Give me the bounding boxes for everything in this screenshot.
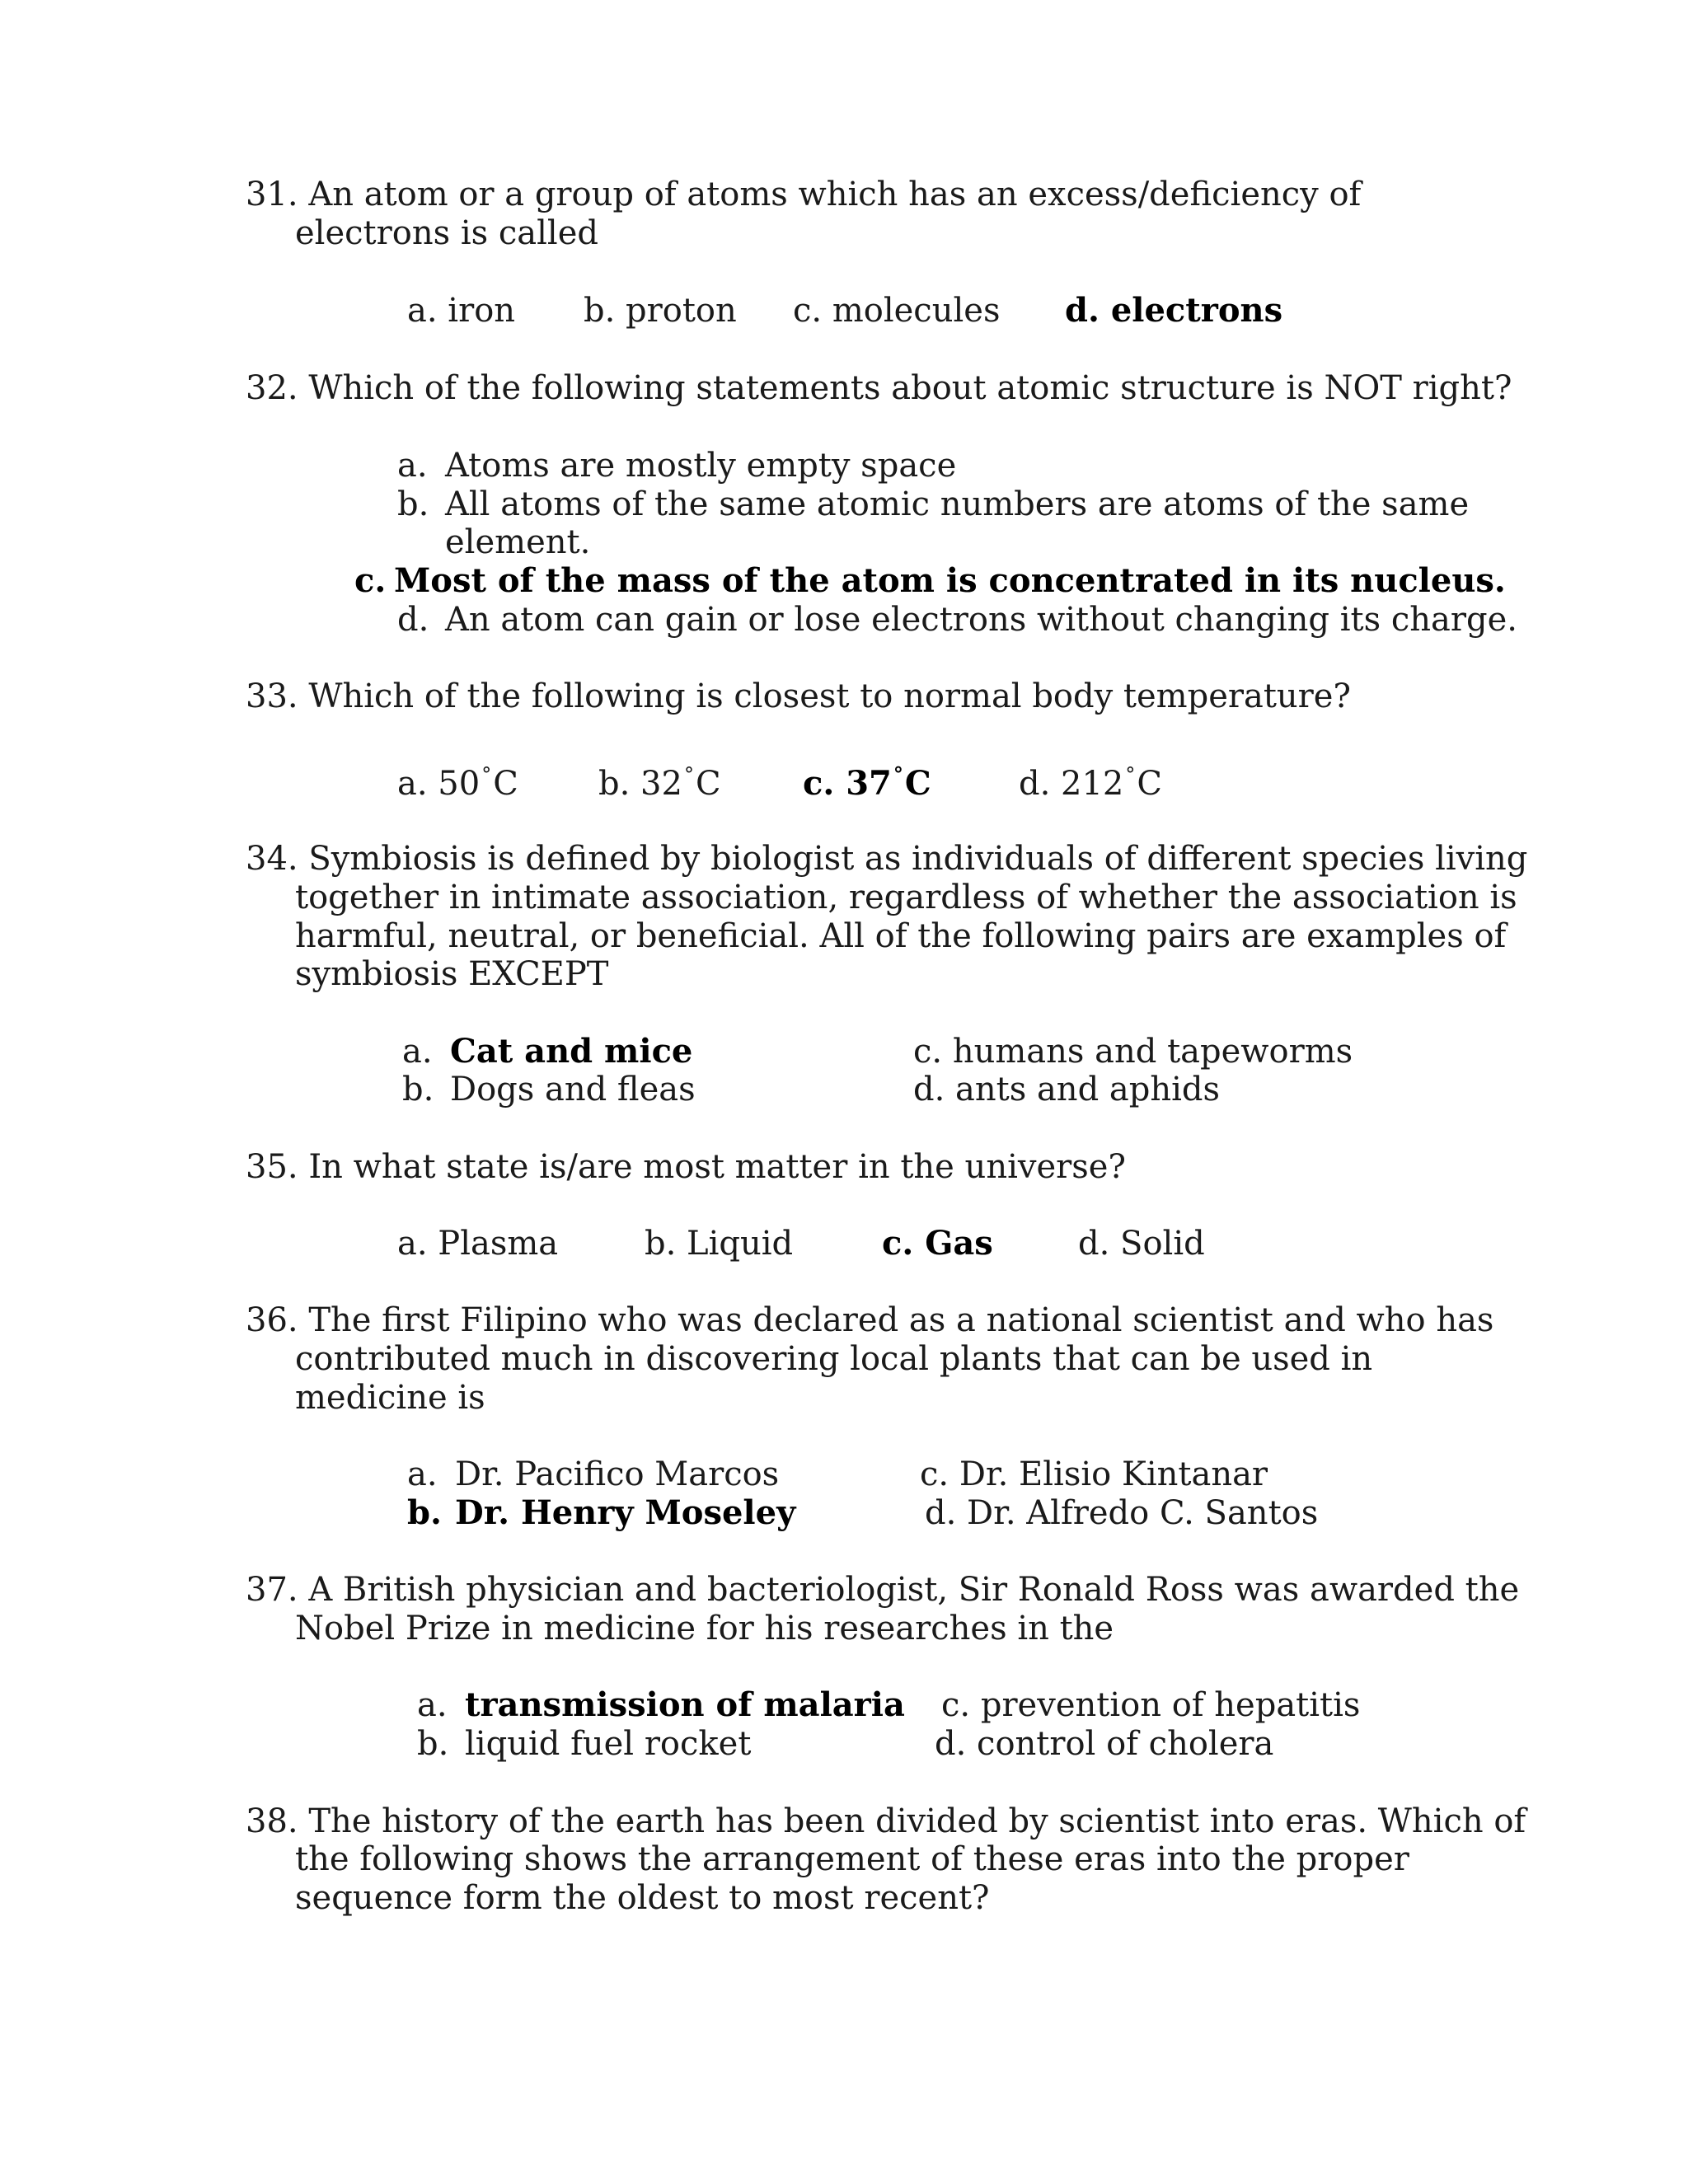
question-31-choice-c: c. molecules <box>793 292 1001 330</box>
question-37-stem-line-1: 37. A British physician and bacteriologist, Sir Ronald Ross was awarded the <box>246 1571 1520 1609</box>
degree-symbol: ° <box>683 763 694 786</box>
question-32-choice-c-answer: Most of the mass of the atom is concentrated in its nucleus. <box>394 561 1506 600</box>
question-37-choice-b-letter: b. <box>417 1725 449 1763</box>
question-36-stem-line-3: medicine is <box>295 1379 485 1417</box>
question-34-choice-d: d. ants and aphids <box>913 1071 1221 1108</box>
question-37-stem-line-2: Nobel Prize in medicine for his researches in the <box>295 1610 1114 1647</box>
degree-symbol: ° <box>481 763 492 786</box>
question-32-choice-b-text-line-1: All atoms of the same atomic numbers are atoms of the same <box>445 485 1470 523</box>
question-31-choice-a: a. iron <box>407 292 516 330</box>
question-36-choice-a-letter: a. <box>407 1455 438 1493</box>
question-32-choice-b-text-line-2: element. <box>445 523 591 561</box>
question-36-choice-b-answer: Dr. Henry Moseley <box>455 1493 796 1532</box>
question-34-choice-a-answer: Cat and mice <box>450 1032 693 1071</box>
question-35-choice-a: a. Plasma <box>397 1225 559 1263</box>
question-36-stem-line-1: 36. The first Filipino who was declared as a national scientist and who has <box>246 1301 1494 1339</box>
question-32-choice-a-letter: a. <box>397 447 428 485</box>
question-36-choice-b-letter: b. <box>407 1493 442 1532</box>
question-33-choice-b: b. 32°C <box>598 763 721 803</box>
question-35-choice-d: d. Solid <box>1078 1225 1205 1263</box>
question-36-choice-d: d. Dr. Alfredo C. Santos <box>925 1494 1319 1532</box>
question-34-stem-line-1: 34. Symbiosis is defined by biologist as individuals of different species living <box>246 840 1528 878</box>
question-34-choice-b-letter: b. <box>402 1071 434 1108</box>
question-31-choice-d-answer: d. electrons <box>1065 291 1283 330</box>
question-36-choice-c: c. Dr. Elisio Kintanar <box>920 1455 1268 1493</box>
question-36-choice-a-text: Dr. Pacifico Marcos <box>455 1455 780 1493</box>
question-32-choice-b-letter: b. <box>397 485 429 523</box>
question-31-stem-line-1: 31. An atom or a group of atoms which has an excess/deficiency of <box>246 176 1362 213</box>
question-33-stem: 33. Which of the following is closest to normal body temperature? <box>246 677 1351 715</box>
question-31-stem-line-2: electrons is called <box>295 214 598 252</box>
question-33-choice-d: d. 212°C <box>1019 763 1162 803</box>
question-31-choice-b: b. proton <box>584 292 737 330</box>
question-36-stem-line-2: contributed much in discovering local plants that can be used in <box>295 1340 1373 1378</box>
question-32-choice-d-letter: d. <box>397 601 429 639</box>
question-37-choice-a-letter: a. <box>417 1686 448 1724</box>
question-34-stem-line-3: harmful, neutral, or beneficial. All of the following pairs are examples of <box>295 917 1507 955</box>
question-32-choice-d-text: An atom can gain or lose electrons without changing its charge. <box>445 601 1517 639</box>
question-35-choice-c-answer: c. Gas <box>882 1224 993 1263</box>
question-37-choice-b-text: liquid fuel rocket <box>465 1725 752 1763</box>
question-35-choice-b: b. Liquid <box>645 1225 794 1263</box>
question-35-stem: 35. In what state is/are most matter in the universe? <box>246 1148 1126 1186</box>
degree-symbol: ° <box>893 762 903 786</box>
question-34-stem-line-2: together in intimate association, regardless of whether the association is <box>295 879 1517 916</box>
question-38-stem-line-1: 38. The history of the earth has been divided by scientist into eras. Which of <box>246 1802 1526 1840</box>
question-37-choice-a-answer: transmission of malaria <box>465 1685 905 1724</box>
question-33-choice-a: a. 50°C <box>397 763 518 803</box>
question-37-choice-d: d. control of cholera <box>935 1725 1274 1763</box>
degree-symbol: ° <box>1125 763 1136 786</box>
question-34-choice-c: c. humans and tapeworms <box>913 1033 1353 1071</box>
question-34-stem-line-4: symbiosis EXCEPT <box>295 955 609 993</box>
question-34-choice-a-letter: a. <box>402 1033 433 1071</box>
question-37-choice-c: c. prevention of hepatitis <box>941 1686 1361 1724</box>
question-32-choice-a-text: Atoms are mostly empty space <box>445 447 957 485</box>
question-38-stem-line-3: sequence form the oldest to most recent? <box>295 1879 990 1917</box>
question-33-choice-c-answer: c. 37°C <box>803 762 931 803</box>
question-38-stem-line-2: the following shows the arrangement of these eras into the proper <box>295 1840 1409 1878</box>
question-34-choice-b-text: Dogs and fleas <box>450 1071 696 1108</box>
question-32-stem: 32. Which of the following statements about atomic structure is NOT right? <box>246 369 1512 407</box>
question-32-choice-c-letter: c. <box>354 561 387 600</box>
